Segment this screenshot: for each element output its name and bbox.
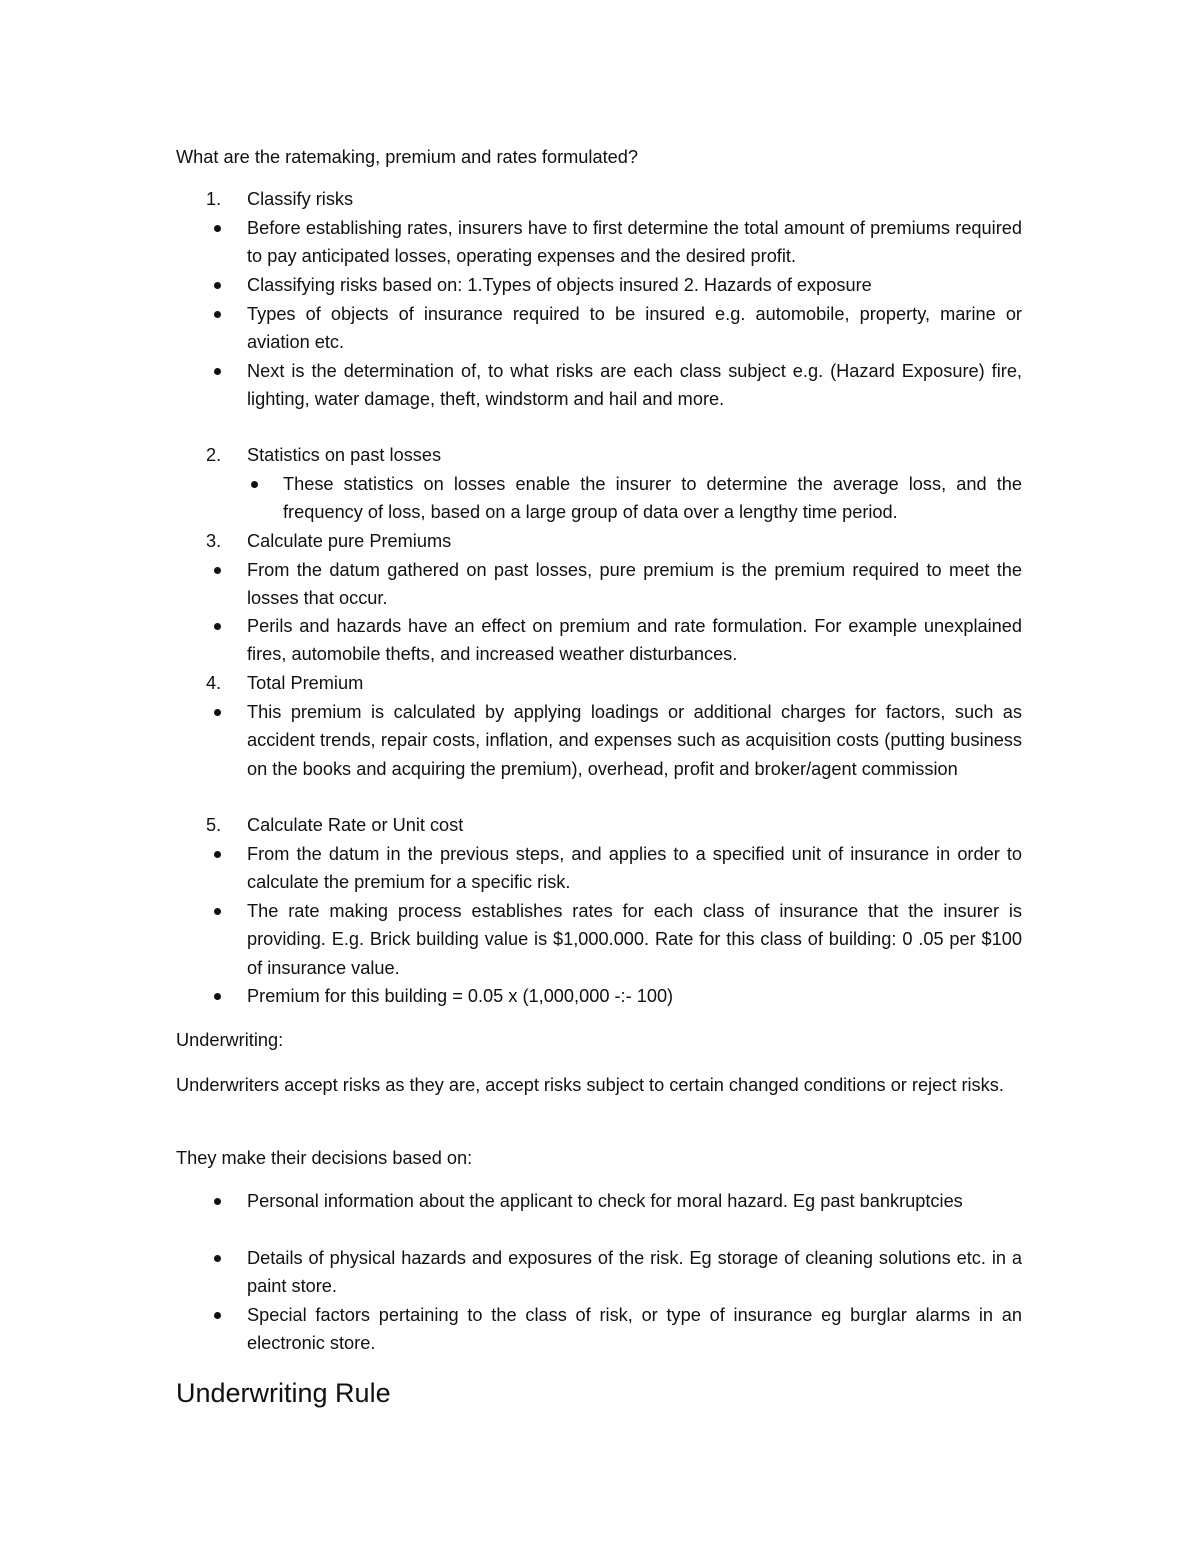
bullet-text: Perils and hazards have an effect on premium and rate formulation. For example unexplained fires, automobile thefts, and increased weather disturbances.: [247, 616, 1022, 665]
underwriting-paragraph: Underwriters accept risks as they are, accept risks subject to certain changed conditions or reject risks.: [176, 1075, 1004, 1095]
bullet-text: From the datum gathered on past losses, pure premium is the premium required to meet the losses that occur.: [247, 560, 1022, 609]
bullet-icon: [214, 623, 221, 630]
bullet-icon: [214, 282, 221, 289]
section-1-title: Classify risks: [247, 189, 354, 209]
bullet-icon: [214, 567, 221, 574]
bullet-text: Classifying risks based on: 1.Types of objects insured 2. Hazards of exposure: [247, 275, 872, 295]
bullet-text: Personal information about the applicant to check for moral hazard. Eg past bankruptcies: [247, 1191, 963, 1211]
section-4-title: Total Premium: [247, 673, 364, 693]
bullet-icon: [214, 1198, 221, 1205]
bullet-text: Next is the determination of, to what risks are each class subject e.g. (Hazard Exposure) fire, lighting, water damage, theft, windstorm and hail and more.: [247, 361, 1022, 410]
bullet-text: From the datum in the previous steps, and applies to a specified unit of insurance in order to calculate the premium for a specific risk.: [247, 844, 1022, 893]
bullet-icon: [214, 851, 221, 858]
bullet-text: Types of objects of insurance required to be insured e.g. automobile, property, marine or aviation etc.: [247, 304, 1022, 353]
bullet-text: Details of physical hazards and exposures of the risk. Eg storage of cleaning solutions etc. in a paint store.: [247, 1248, 1022, 1297]
section-2-title: Statistics on past losses: [247, 445, 442, 465]
bullet-icon: [214, 1255, 221, 1262]
bullet-text: This premium is calculated by applying loadings or additional charges for factors, such as accident trends, repair costs, inflation, and expenses such as acquisition costs (putting business on the books and acquiring the premium), overhead, profit and broker/agent commission: [247, 702, 1022, 779]
intro-question: What are the ratemaking, premium and rates formulated?: [176, 147, 638, 167]
bullet-text: Special factors pertaining to the class of risk, or type of insurance eg burglar alarms in an electronic store.: [247, 1305, 1022, 1354]
heading-underwriting-rule: Underwriting Rule: [176, 1378, 391, 1408]
bullet-text: Before establishing rates, insurers have to first determine the total amount of premiums required to pay anticipated losses, operating expenses and the desired profit.: [247, 218, 1022, 267]
bullet-icon: [251, 481, 258, 488]
section-3-title: Calculate pure Premiums: [247, 531, 452, 551]
section-4-number: 4.: [206, 673, 222, 693]
bullet-text: These statistics on losses enable the insurer to determine the average loss, and the frequency of loss, based on a large group of data over a lengthy time period.: [283, 474, 1022, 523]
bullet-text: Premium for this building = 0.05 x (1,000,000 -:- 100): [247, 986, 674, 1006]
section-3-number: 3.: [206, 531, 222, 551]
bullet-icon: [214, 709, 221, 716]
section-5-title: Calculate Rate or Unit cost: [247, 815, 464, 835]
underwriting-label: Underwriting:: [176, 1030, 284, 1050]
bullet-icon: [214, 993, 221, 1000]
section-1-number: 1.: [206, 189, 222, 209]
bullet-icon: [214, 908, 221, 915]
bullet-icon: [214, 368, 221, 375]
section-2-number: 2.: [206, 445, 222, 465]
bullet-text: The rate making process establishes rates for each class of insurance that the insurer is providing. E.g. Brick building value is $1,000.000. Rate for this class of building: 0 .05 per $100 of insurance value.: [247, 901, 1022, 978]
bullet-icon: [214, 1312, 221, 1319]
decisions-intro: They make their decisions based on:: [176, 1148, 473, 1168]
bullet-icon: [214, 311, 221, 318]
bullet-icon: [214, 225, 221, 232]
section-5-number: 5.: [206, 815, 222, 835]
